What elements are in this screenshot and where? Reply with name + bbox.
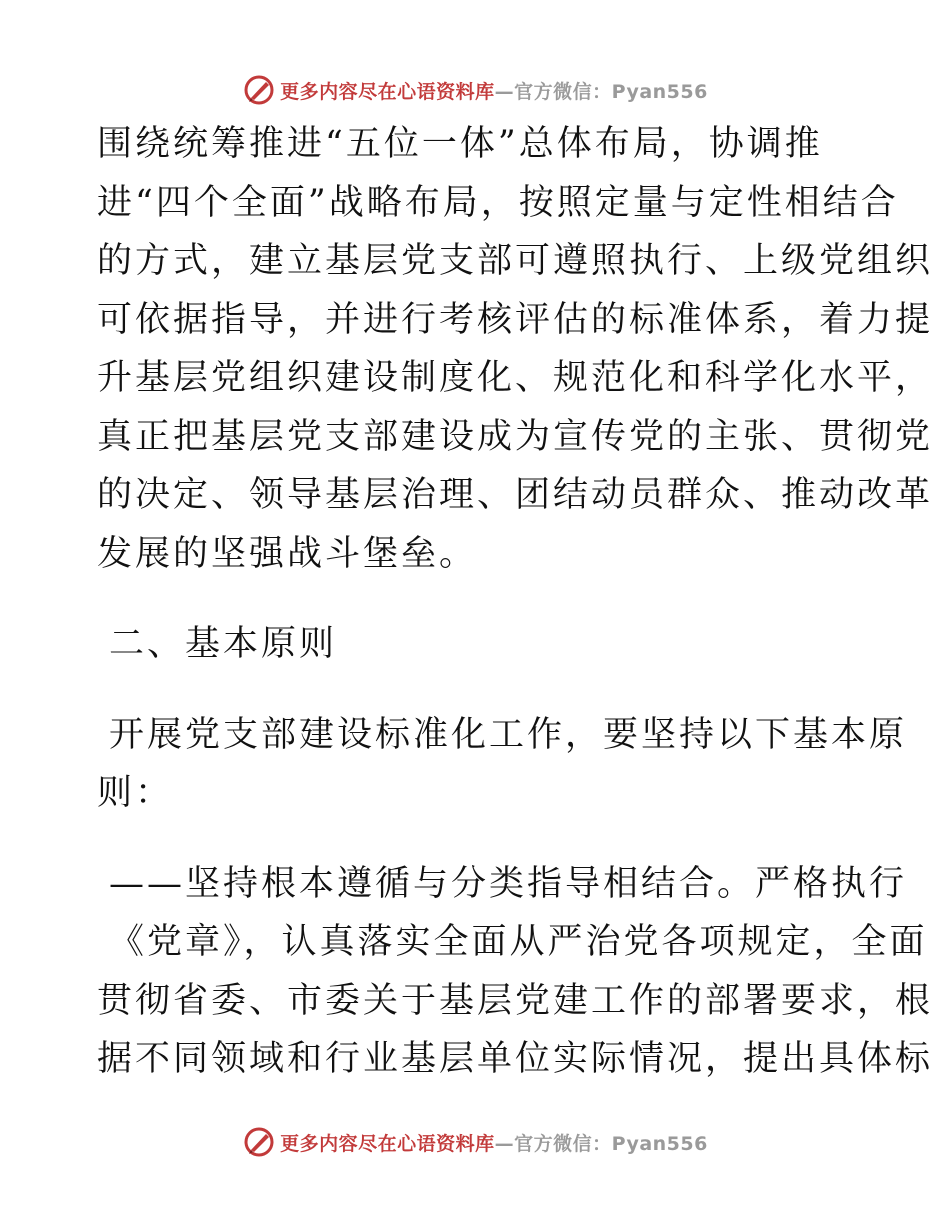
text-line: 则： (97, 773, 174, 813)
paragraph-principles-intro (97, 706, 908, 823)
text-line: 《党章》，认真落实全面从严治党各项规定，全面 (109, 922, 928, 962)
watermark-contact: —官方微信：Pyan556 (494, 1132, 708, 1155)
text-line: 贯彻省委、市委关于基层党建工作的部署要求，根 (97, 980, 934, 1021)
watermark-banner-bottom (0, 1122, 950, 1162)
text-line: 的方式，建立基层党支部可遵照执行、上级党组织 (97, 241, 934, 281)
text-line: 可依据指导，并进行考核评估的标准体系，着力提 (97, 299, 934, 340)
watermark-brand: 更多内容尽在心语资料库 (280, 1132, 495, 1155)
watermark-contact: —官方微信：Pyan556 (494, 80, 708, 103)
text-line: 升基层党组织建设制度化、规范化和科学化水平， (97, 358, 934, 398)
watermark-banner-top (0, 70, 950, 110)
document-body (97, 115, 934, 1089)
paragraph-principle-one (97, 855, 934, 1089)
paragraph-goal (97, 115, 934, 583)
text-line: 开展党支部建设标准化工作，要坚持以下基本原 (109, 714, 908, 755)
text-line: 进“四个全面”战略布局，按照定量与定性相结合 (97, 182, 899, 223)
section-heading (97, 615, 857, 674)
text-line: 据不同领域和行业基层单位实际情况，提出具体标 (97, 1039, 934, 1079)
watermark-brand: 更多内容尽在心语资料库 (280, 80, 495, 103)
text-line: 发展的坚强战斗堡垒。 (97, 533, 478, 574)
watermark-text (280, 1129, 708, 1156)
text-line: 真正把基层党支部建设成为宣传党的主张、贯彻党 (97, 416, 934, 457)
quill-pen-logo-icon (242, 73, 276, 107)
quill-pen-logo-icon (242, 1125, 276, 1159)
text-line: 的决定、领导基层治理、团结动员群众、推动改革 (97, 475, 934, 515)
text-line: 围绕统筹推进“五位一体”总体布局，协调推 (97, 124, 823, 164)
watermark-text (280, 77, 708, 104)
text-line: ——坚持根本遵循与分类指导相结合。严格执行 (109, 863, 908, 904)
heading-text: 二、基本原则 (109, 624, 338, 664)
